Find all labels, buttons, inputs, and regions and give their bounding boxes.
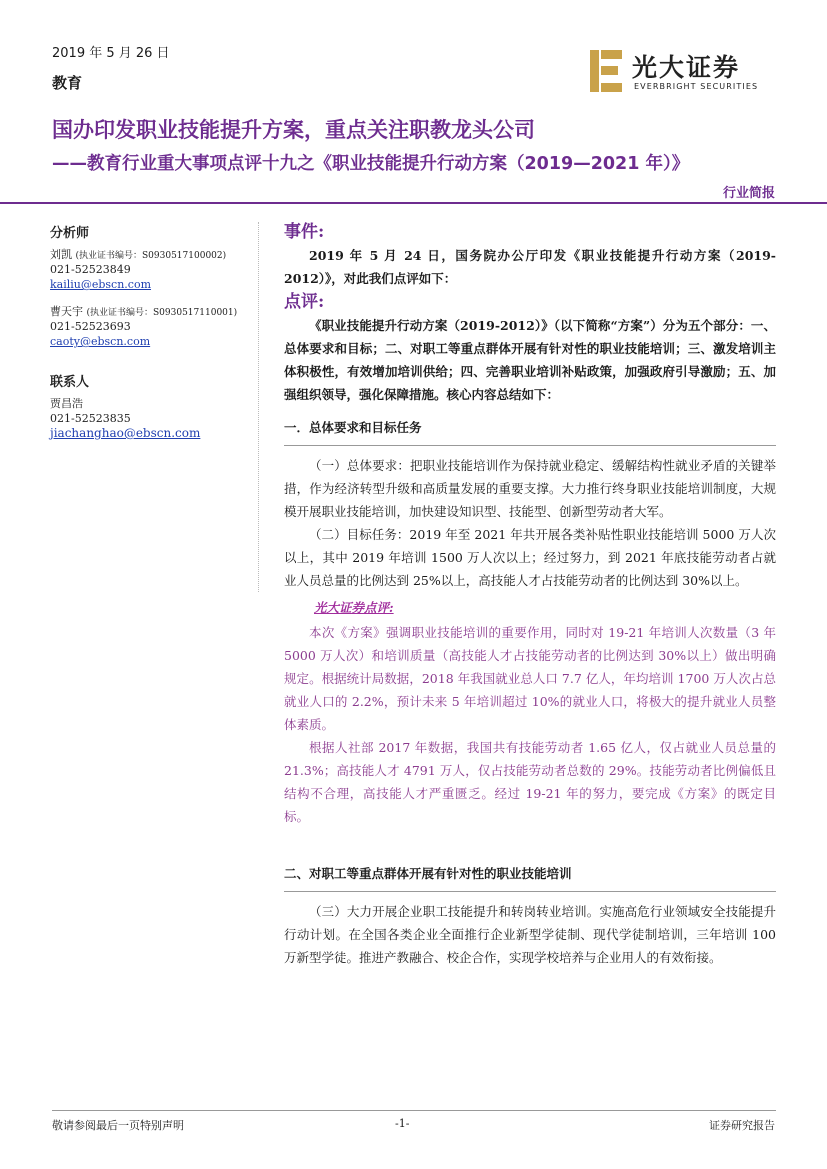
- event-heading: 事件:: [284, 222, 325, 242]
- analyst-card: [50, 247, 250, 292]
- report-subtitle: ——教育行业重大事项点评十九之《职业技能提升行动方案（2019—2021 年）》: [52, 154, 690, 174]
- section-divider: [284, 862, 776, 892]
- analyst-cert: (执业证书编号：S0930517100002): [75, 251, 227, 261]
- analyst-name: 曹天宇: [50, 305, 83, 318]
- contact-email-link[interactable]: jiachanghao@ebscn.com: [50, 426, 201, 440]
- everbright-logo-icon: [588, 48, 624, 94]
- review-heading: 点评:: [284, 292, 325, 312]
- analyst-cert: (执业证书编号：S0930517110001): [86, 308, 238, 318]
- comment-heading: 光大证券点评:: [314, 600, 394, 615]
- paragraph: （三）大力开展企业职工技能提升和转岗转业培训。实施高危行业领域安全技能提升行动计划。在全国各类企业全面推行企业新型学徒制、现代学徒制培训，三年培训 100 万新型学徒。推进产教融合、校企合作，实现学校培养与企业用人的有效衔接。: [284, 904, 776, 965]
- analyst-name: 刘凯: [50, 248, 72, 261]
- analyst-card: [50, 304, 250, 349]
- report-type-label: 行业简报: [722, 186, 775, 201]
- analyst-sidebar: [50, 222, 250, 441]
- analyst-email-link[interactable]: kailiu@ebscn.com: [50, 278, 152, 291]
- column-divider: [258, 222, 259, 592]
- comment-paragraph: 本次《方案》强调职业技能培训的重要作用，同时对 19-21 年培训人次数量（3 年 5000 万人次）和培训质量（高技能人才占技能劳动者的比例达到 30%以上）做出明确规定。根据统计局数据，2018 年我国就业总人口 7.7 亿人，年均培训 1700 万人次占总就业人口的 2.2%，预计未来 5 年培训超过 10%的就业人口，将极大的提升就业人员整体素质。: [284, 625, 776, 732]
- paragraph: （二）目标任务：2019 年至 2021 年共开展各类补贴性职业技能培训 5000 万人次以上，其中 2019 年培训 1500 万人次以上；经过努力，到 2021 年底技能劳动者占就业人员总量的比例达到 25%以上，高技能人才占技能劳动者的比例达到 30%以上。: [284, 527, 776, 588]
- contact-heading: 联系人: [50, 375, 90, 390]
- contact-card: [50, 396, 250, 441]
- contact-phone: 021-52523835: [50, 412, 131, 425]
- footer-disclaimer: 敬请参阅最后一页特别声明: [52, 1119, 184, 1132]
- event-text: 2019 年 5 月 24 日，国务院办公厅印发《职业技能提升行动方案（2019-2012）》，对此我们点评如下：: [284, 248, 776, 286]
- analyst-phone: 021-52523693: [50, 320, 131, 333]
- footer-report-label: 证券研究报告: [709, 1119, 775, 1132]
- review-intro: 《职业技能提升行动方案（2019-2012）》（以下简称“方案”）分为五个部分：一、总体要求和目标；二、对职工等重点群体开展有针对性的职业技能培训；三、激发培训主体积极性，有效增加培训供给；四、完善职业培训补贴政策，加强政府引导激励；五、加强组织领导，强化保障措施。核心内容总结如下：: [284, 318, 776, 402]
- comment-paragraph: 根据人社部 2017 年数据，我国共有技能劳动者 1.65 亿人，仅占就业人员总量的 21.3%；高技能人才 4791 万人，仅占技能劳动者总数的 29%。技能劳动者比例偏低且结构不合理，高技能人才严重匮乏。经过 19-21 年的努力，要完成《方案》的既定目标。: [284, 740, 776, 824]
- header-divider: [0, 202, 827, 204]
- footer-divider: [52, 1110, 776, 1111]
- report-body: [284, 220, 776, 969]
- analyst-phone: 021-52523849: [50, 263, 131, 276]
- report-date: 2019 年 5 月 26 日: [52, 46, 170, 61]
- paragraph: （一）总体要求：把职业技能培训作为保持就业稳定、缓解结构性就业矛盾的关键举措，作为经济转型升级和高质量发展的重要支撑。大力推行终身职业技能培训制度，大规模开展职业技能培训，加快建设知识型、技能型、创新型劳动者大军。: [284, 458, 776, 519]
- analyst-heading: 分析师: [50, 226, 90, 241]
- section-divider: [284, 416, 776, 446]
- page-number: -1-: [395, 1117, 410, 1130]
- report-category: 教育: [52, 74, 83, 92]
- company-logo: [588, 48, 778, 94]
- report-title: 国办印发职业技能提升方案，重点关注职教龙头公司: [52, 118, 535, 142]
- section-title: 一．总体要求和目标任务: [284, 420, 422, 435]
- logo-english-name: EVERBRIGHT SECURITIES: [634, 82, 759, 91]
- contact-name: 贾昌浩: [50, 397, 83, 410]
- section-title: 二、对职工等重点群体开展有针对性的职业技能培训: [284, 866, 572, 881]
- analyst-email-link[interactable]: caoty@ebscn.com: [50, 335, 151, 348]
- logo-name: 光大证券: [632, 53, 741, 82]
